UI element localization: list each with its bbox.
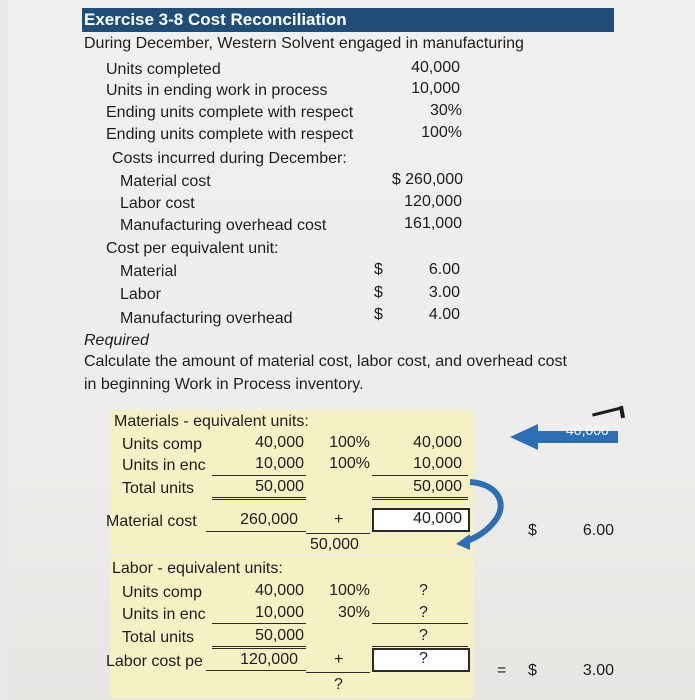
materials-row-eu: 50,000 — [413, 478, 462, 495]
materials-row-label: Units comp — [122, 436, 203, 453]
cost-label: Manufacturing overhead cost — [120, 217, 327, 234]
cost-value: 161,000 — [404, 215, 462, 232]
labor-heading: Labor - equivalent units: — [112, 560, 283, 577]
units-value: 40,000 — [411, 59, 460, 76]
cpeu-sign: $ — [374, 261, 383, 278]
labor-cost-value: 120,000 — [240, 651, 298, 668]
labor-row-label: Total units — [122, 629, 195, 646]
underline — [206, 670, 306, 671]
cost-value: 120,000 — [404, 193, 462, 210]
equals-sign: = — [497, 662, 507, 679]
materials-row-label: Units in enc — [122, 457, 206, 474]
cpeu-label: Manufacturing overhead — [120, 310, 293, 327]
underline — [212, 623, 306, 624]
materials-row-label: Total units — [122, 480, 195, 497]
cost-value: $ 260,000 — [391, 171, 463, 188]
double-underline — [212, 497, 306, 500]
cpeu-value: 3.00 — [428, 284, 460, 301]
material-cost-label: Material cost — [106, 513, 197, 530]
curved-arrow-icon — [452, 472, 514, 552]
cpeu-label: Labor — [120, 286, 161, 303]
labor-cost-label: Labor cost pe — [106, 653, 203, 670]
materials-row-pct: 100% — [329, 455, 370, 472]
units-value: 100% — [421, 124, 462, 141]
underline — [206, 531, 306, 532]
arrow-value: 40,000 — [566, 422, 609, 438]
materials-row-units: 50,000 — [255, 478, 304, 495]
underline — [372, 623, 468, 624]
units-value: 10,000 — [411, 80, 460, 97]
divider-line — [306, 672, 370, 673]
plus-sign: + — [334, 651, 344, 668]
material-cost-value: 260,000 — [240, 511, 298, 528]
labor-row-label: Units comp — [122, 584, 203, 601]
underline — [212, 475, 306, 476]
material-denominator: 50,000 — [310, 536, 359, 553]
labor-answer-value: ? — [419, 650, 428, 667]
plus-sign: + — [334, 511, 344, 528]
units-label: Ending units complete with respect — [106, 104, 354, 121]
double-underline — [212, 646, 306, 649]
cpeu-sign: $ — [374, 306, 383, 323]
page-title: Exercise 3-8 Cost Reconciliation — [84, 10, 347, 29]
required-text: in beginning Work in Process inventory. — [84, 376, 364, 393]
cpeu-value: 4.00 — [428, 306, 460, 323]
labor-denominator: ? — [334, 676, 343, 693]
costs-heading: Costs incurred during December: — [112, 150, 347, 167]
cost-label: Material cost — [120, 173, 211, 190]
units-label: Units in ending work in process — [106, 82, 328, 99]
materials-row-eu: 10,000 — [413, 455, 462, 472]
materials-heading: Materials - equivalent units: — [114, 413, 309, 430]
divider-line — [306, 533, 370, 534]
labor-result: 3.00 — [582, 662, 614, 679]
units-label: Ending units complete with respect — [106, 126, 354, 143]
required-label: Required — [84, 332, 149, 349]
labor-row-label: Units in enc — [122, 606, 206, 623]
labor-row-eu: ? — [419, 604, 428, 621]
required-text: Calculate the amount of material cost, labor cost, and overhead cost — [84, 353, 567, 370]
material-answer-value: 40,000 — [413, 510, 462, 527]
materials-row-units: 10,000 — [255, 455, 304, 472]
labor-row-units: 40,000 — [255, 582, 304, 599]
material-result-sign: $ — [528, 522, 537, 539]
units-value: 30% — [429, 102, 462, 119]
labor-row-pct: 100% — [329, 582, 370, 599]
cpeu-heading: Cost per equivalent unit: — [106, 240, 279, 257]
labor-row-units: 50,000 — [255, 627, 304, 644]
labor-row-pct: 30% — [337, 604, 370, 621]
cpeu-sign: $ — [374, 284, 383, 301]
labor-row-eu: ? — [419, 582, 428, 599]
labor-row-eu: ? — [419, 627, 428, 644]
cpeu-value: 6.00 — [428, 261, 460, 278]
material-result: 6.00 — [582, 522, 614, 539]
materials-row-pct: 100% — [329, 434, 370, 451]
cpeu-label: Material — [120, 263, 177, 280]
units-label: Units completed — [106, 61, 221, 78]
materials-row-eu: 40,000 — [413, 434, 462, 451]
intro-text: During December, Western Solvent engaged in manufacturing — [84, 35, 524, 52]
labor-row-units: 10,000 — [255, 604, 304, 621]
materials-row-units: 40,000 — [255, 434, 304, 451]
cost-label: Labor cost — [120, 195, 195, 212]
labor-result-sign: $ — [528, 662, 537, 679]
